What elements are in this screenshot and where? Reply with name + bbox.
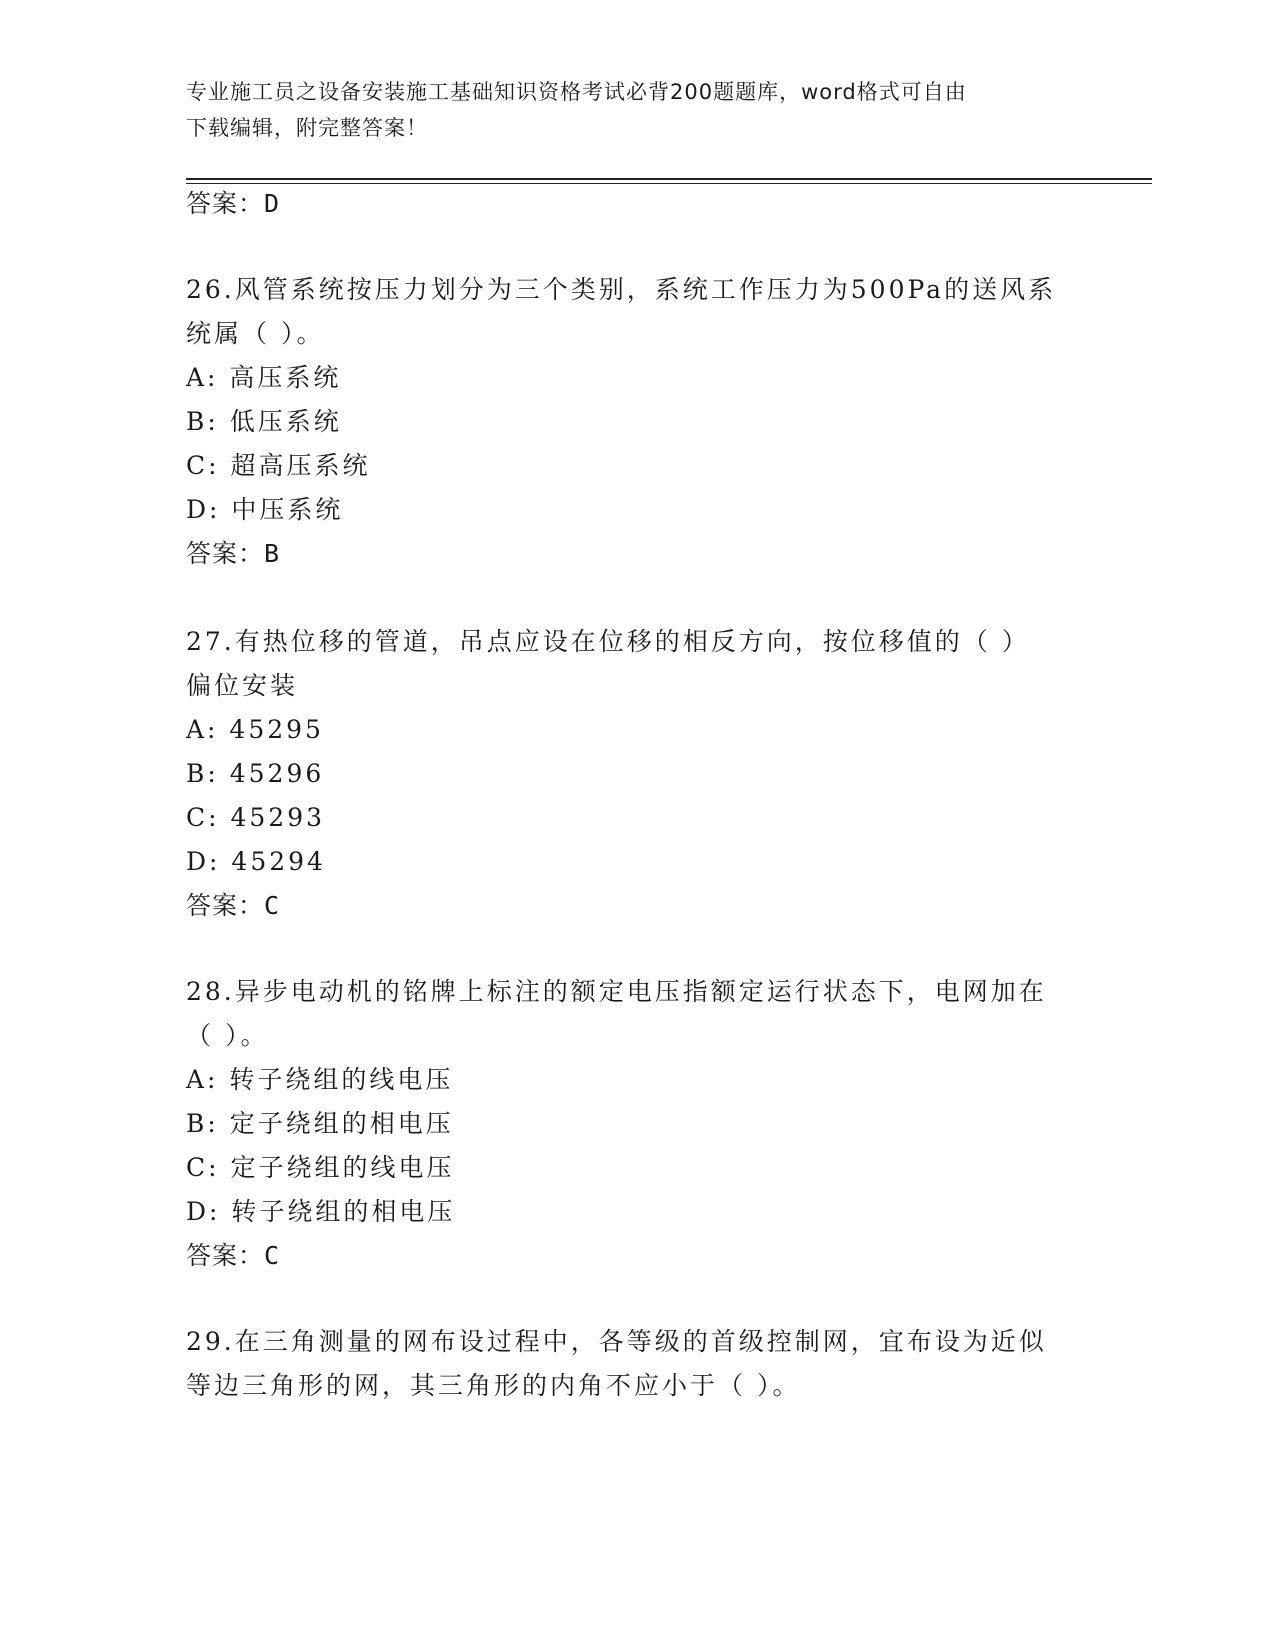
header-divider-thick (186, 178, 1152, 180)
question-29-line-2: 等边三角形的网，其三角形的内角不应小于（ ）。 (186, 1371, 801, 1400)
question-28-option-a: A: 转子绕组的线电压 (186, 1065, 454, 1094)
question-26-option-b: B: 低压系统 (186, 407, 342, 436)
header-divider-thin (186, 183, 1152, 184)
question-29-line-1: 29.在三角测量的网布设过程中，各等级的首级控制网，宜布设为近似 (186, 1327, 1047, 1356)
answer-q25: 答案：D (186, 189, 281, 218)
answer-q28: 答案：C (186, 1241, 281, 1270)
question-27-line-1: 27.有热位移的管道，吊点应设在位移的相反方向，按位移值的（ ） (186, 627, 1030, 656)
question-27-option-c: C: 45293 (186, 803, 326, 832)
question-26-option-a: A: 高压系统 (186, 363, 342, 392)
question-28-line-1: 28.异步电动机的铭牌上标注的额定电压指额定运行状态下，电网加在 (186, 977, 1047, 1006)
question-26-option-c: C: 超高压系统 (186, 451, 371, 480)
document-header: 专业施工员之设备安装施工基础知识资格考试必背200题题库，word格式可自由 下载编辑，附完整答案！ (186, 80, 967, 140)
question-27-line-2: 偏位安装 (186, 671, 299, 700)
question-27-option-d: D: 45294 (186, 847, 326, 876)
question-27-option-b: B: 45296 (186, 759, 325, 788)
question-28-option-d: D: 转子绕组的相电压 (186, 1197, 456, 1226)
question-28-line-2: （ ）。 (186, 1021, 269, 1050)
question-28-option-c: C: 定子绕组的线电压 (186, 1153, 455, 1182)
answer-q26: 答案：B (186, 539, 281, 568)
question-27-option-a: A: 45295 (186, 715, 324, 744)
answer-q27: 答案：C (186, 891, 281, 920)
question-26-line-2: 统属（ ）。 (186, 319, 325, 348)
question-28-option-b: B: 定子绕组的相电压 (186, 1109, 454, 1138)
question-26-option-d: D: 中压系统 (186, 495, 344, 524)
question-26-line-1: 26.风管系统按压力划分为三个类别，系统工作压力为500Pa的送风系 (186, 275, 1057, 304)
